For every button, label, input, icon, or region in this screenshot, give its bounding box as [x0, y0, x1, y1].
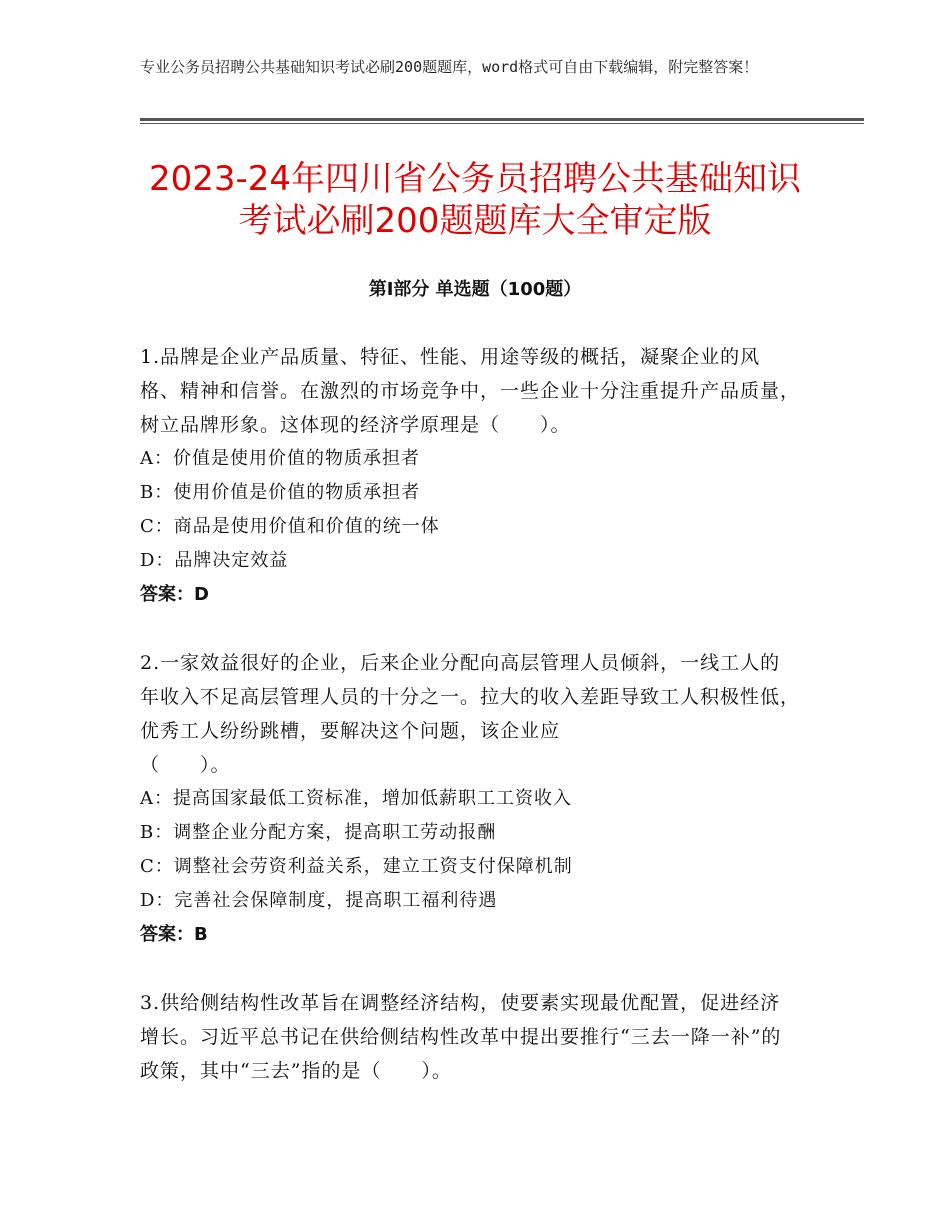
option-b: B：调整企业分配方案，提高职工劳动报酬 — [140, 822, 497, 843]
question-list — [140, 340, 800, 1122]
question-stem-text: 2.一家效益很好的企业，后来企业分配向高层管理人员倾斜，一线工人的年收入不足高层管理人员的十分之一。拉大的收入差距导致工人积极性低，优秀工人纷纷跳槽，要解决这个问题，该企业应 — [140, 652, 801, 742]
title-line-1: 2023-24年四川省公务员招聘公共基础知识 — [148, 159, 802, 199]
question-3 — [140, 986, 800, 1088]
option-c: C：调整社会劳资利益关系，建立工资支付保障机制 — [140, 856, 573, 877]
section-heading: 第Ⅰ部分 单选题（100题） — [368, 279, 582, 300]
question-2 — [140, 646, 800, 952]
title-line-2: 考试必刷200题题库大全审定版 — [238, 201, 712, 241]
option-c: C：商品是使用价值和价值的统一体 — [140, 516, 440, 537]
answer: 答案：D — [140, 584, 209, 605]
option-a: A：价值是使用价值的物质承担者 — [140, 448, 420, 469]
option-a: A：提高国家最低工资标准，增加低薪职工工资收入 — [140, 788, 572, 809]
question-stem: 1.品牌是企业产品质量、特征、性能、用途等级的概括，凝聚企业的风格、精神和信誉。在激烈的市场竞争中，一些企业十分注重提升产品质量，树立品牌形象。这体现的经济学原理是（ ）。 — [140, 346, 801, 436]
option-d: D：完善社会保障制度，提高职工福利待遇 — [140, 890, 498, 911]
question-1 — [140, 340, 800, 612]
answer-blank: （ ）。 — [140, 754, 231, 776]
option-d: D：品牌决定效益 — [140, 550, 289, 571]
option-b: B：使用价值是价值的物质承担者 — [140, 482, 421, 503]
question-stem: 3.供给侧结构性改革旨在调整经济结构，使要素实现最优配置，促进经济增长。习近平总书记在供给侧结构性改革中提出要推行“三去一降一补”的政策，其中“三去”指的是（ ）。 — [140, 992, 782, 1082]
document-title — [100, 158, 850, 242]
question-stem — [140, 646, 800, 782]
header-note: 专业公务员招聘公共基础知识考试必刷200题题库，word格式可自由下载编辑，附完整答案！ — [140, 58, 759, 76]
header-divider — [140, 118, 864, 124]
answer: 答案：B — [140, 924, 208, 945]
